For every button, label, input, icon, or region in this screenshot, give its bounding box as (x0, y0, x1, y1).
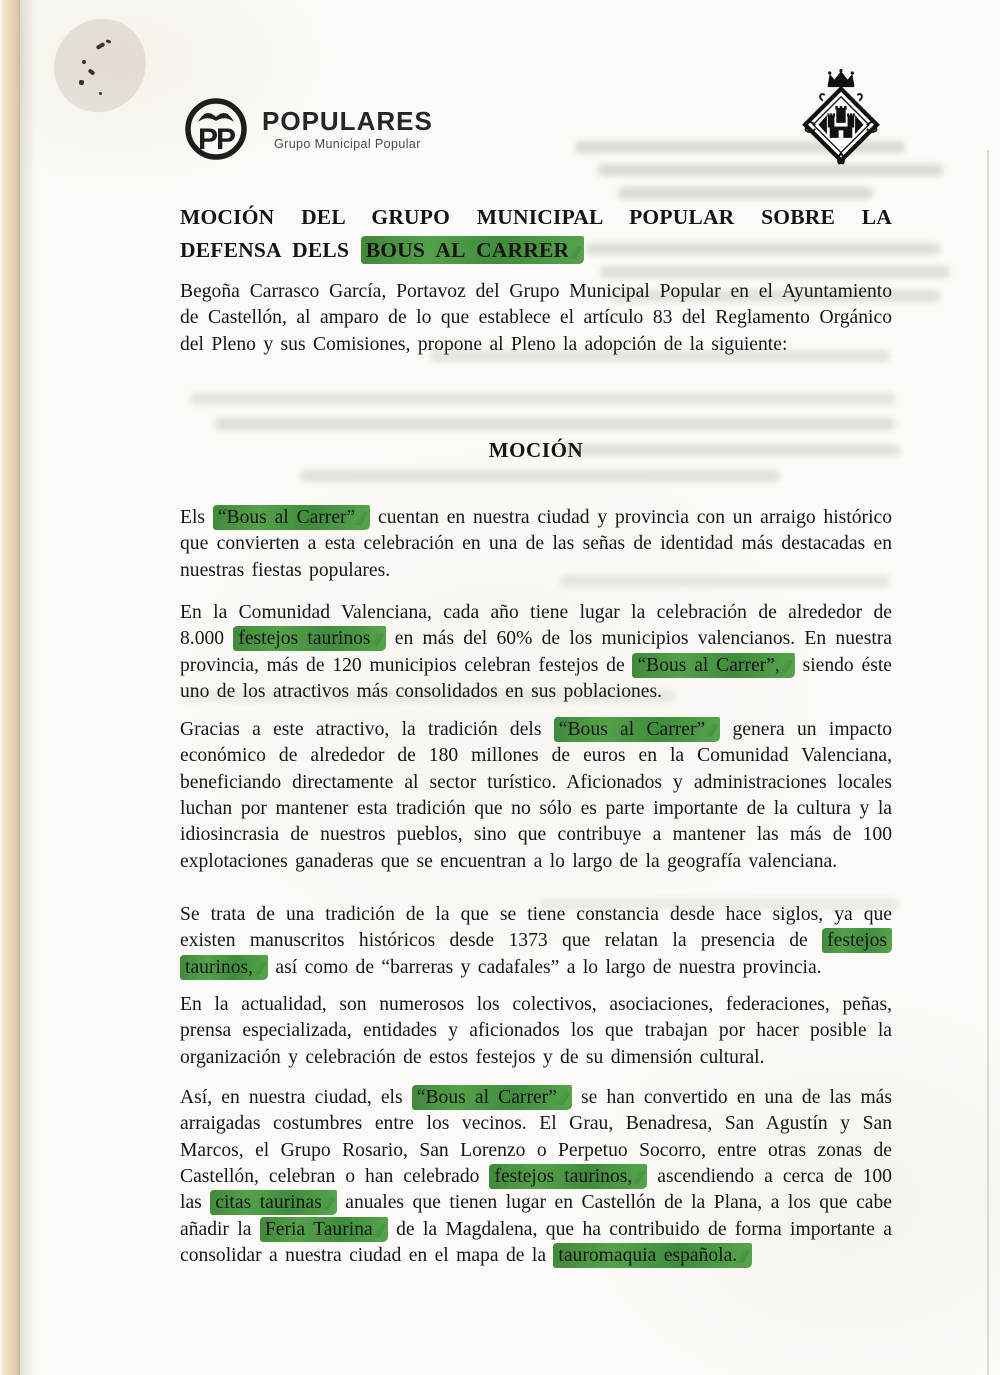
svg-text:PP: PP (197, 123, 235, 156)
paragraph-impacto-economico: Gracias a este atractivo, la tradición dels “Bous al Carrer” genera un impacto económico de alrededor de 180 millones de euros en la Comunidad Valenciana, beneficiando directamente al sector turístico. Aficionados y administraciones locales luchan por mantener esta tradición que no sólo es parte importante de la cultura y la idiosincrasia de nuestros pueblos, sino que contribuye a mantener las más de 100 explotaciones ganaderas que se encuentran a lo largo de la geografía valenciana. (180, 719, 892, 872)
paragraph-preamble: Begoña Carrasco García, Portavoz del Grupo Municipal Popular en el Ayuntamiento de Castellón, al amparo de lo que establece el artículo 83 del Reglamento Orgánico del Pleno y sus Comisiones, propone al Pleno la adopción de la siguiente: (180, 281, 892, 355)
highlighter-mark: BOUS AL CARRER (361, 236, 585, 264)
scanner-edge-strip (0, 0, 20, 1375)
paragraph-arraigo: Els “Bous al Carrer” cuentan en nuestra ciudad y provincia con un arraigo histórico que convierten a esta celebración en una de las señas de identidad más destacadas en nuestras fiestas populares. (180, 507, 893, 581)
paragraph-comunidad-valenciana: En la Comunidad Valenciana, cada año tiene lugar la celebración de alrededor de 8.000 festejos taurinos en más del 60% de los municipios valencianos. En nuestra provincia, más de 120 municipios celebran festejos de “Bous al Carrer”, siendo éste uno de los atractivos más consolidados en sus poblaciones. (180, 602, 892, 703)
highlighter-mark: tauromaquia española. (553, 1243, 752, 1268)
scanner-edge-shadow (20, 0, 36, 1375)
document-title: MOCIÓN DEL GRUPO MUNICIPAL POPULAR SOBRE LA DEFENSA DELS BOUS AL CARRER (180, 205, 892, 262)
highlighter-mark: Feria Taurina (260, 1217, 388, 1242)
highlighter-mark: citas taurinas (210, 1190, 336, 1215)
motion-heading: MOCIÓN (488, 438, 584, 462)
highlighter-mark: “Bous al Carrer” (412, 1085, 572, 1110)
highlighter-mark: “Bous al Carrer” (554, 717, 720, 742)
highlighter-mark: festejos taurinos (233, 626, 385, 651)
highlighter-mark: festejos taurinos, (180, 928, 892, 979)
highlighter-mark: festejos taurinos, (489, 1164, 647, 1189)
paragraph-tradicion-1373: Se trata de una tradición de la que se tiene constancia desde hace siglos, ya que existen manuscritos históricos desde 1373 que relatan la presencia de festejos taurinos, así como de “barreras y cadafales” a lo largo de nuestra provincia. (180, 904, 892, 978)
logo-subtitle: Grupo Municipal Popular (274, 136, 421, 151)
page-edge-line (987, 150, 989, 1375)
castellon-crest-icon (794, 68, 888, 177)
pp-logo-icon (183, 96, 249, 162)
highlighter-mark: “Bous al Carrer”, (632, 653, 794, 678)
highlighter-mark: “Bous al Carrer” (213, 505, 370, 530)
paragraph-colectivos: En la actualidad, son numerosos los colectivos, asociaciones, federaciones, peñas, prensa especializada, entidades y aficionados los que trabajan por hacer posible la organización y celebración de estos festejos y de su dimensión cultural. (180, 994, 892, 1068)
logo-wordmark: POPULARES (262, 105, 433, 136)
paragraph-ciudad-zonas: Así, en nuestra ciudad, els “Bous al Carrer” se han convertido en una de las más arraigadas costumbres entre los vecinos. El Grau, Benadresa, San Agustín y San Marcos, el Grupo Rosario, San Lorenzo o Perpetuo Socorro, entre otras zonas de Castellón, celebran o han celebrado festejos taurinos, ascendiendo a cerca de 100 las citas taurinas anuales que tienen lugar en Castellón de la Plana, a los que cabe añadir la Feria Taurina de la Magdalena, que ha contribuido de forma importante a consolidar a nuestra ciudad en el mapa de la tauromaquia española. (180, 1087, 893, 1267)
pp-party-logo (183, 96, 433, 162)
